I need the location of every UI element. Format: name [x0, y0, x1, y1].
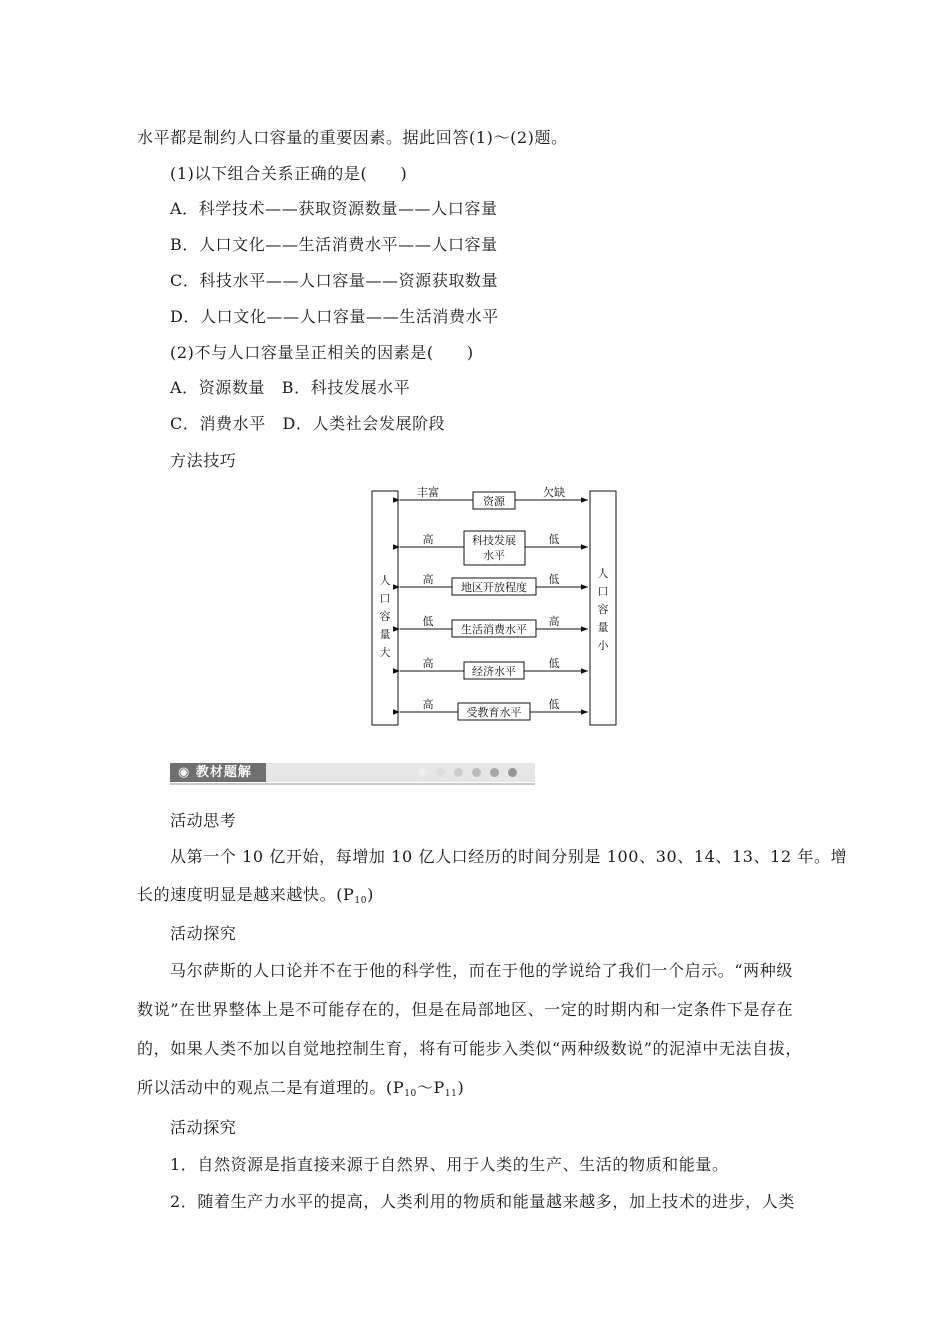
- factor-label: 经济水平: [472, 665, 516, 678]
- right-box-char: 人: [597, 567, 609, 580]
- decorative-dot-icon: [418, 768, 427, 777]
- decorative-dot-icon: [472, 768, 481, 777]
- banner-underline: [170, 783, 535, 785]
- activity-2-line-2: 数说”在世界整体上是不可能存在的，但是在局部地区、一定的时期内和一定条件下是存在: [137, 1000, 794, 1019]
- population-capacity-diagram: [368, 485, 620, 730]
- left-box-char: 人: [379, 574, 391, 587]
- left-box-char: 容: [379, 610, 391, 623]
- question-2-options-row-2: C．消费水平 D．人类社会发展阶段: [170, 414, 446, 433]
- row-2-left-label: 高: [422, 533, 434, 546]
- row-5-left-label: 高: [422, 657, 434, 670]
- method-heading: 方法技巧: [170, 451, 237, 470]
- right-box-char: 口: [597, 585, 609, 598]
- activity-2-line-1: 马尔萨斯的人口论并不在于他的科学性，而在于他的学说给了我们一个启示。“两种级: [170, 961, 793, 980]
- row-4-left-label: 低: [422, 615, 434, 628]
- question-1-option-d: D．人口文化——人口容量——生活消费水平: [170, 307, 499, 326]
- left-box-char: 口: [379, 592, 391, 605]
- left-box-char: 量: [379, 628, 391, 641]
- activity-1-heading: 活动思考: [170, 811, 237, 830]
- activity-2-line-3: 的，如果人类不加以自觉地控制生育，将有可能步入类似“两种级数说”的泥淖中无法自拔，: [137, 1039, 802, 1058]
- right-box-char: 量: [597, 621, 609, 634]
- factor-label: 受教育水平: [466, 706, 522, 719]
- row-2-right-label: 低: [548, 533, 560, 546]
- decorative-dot-icon: [454, 768, 463, 777]
- factor-label: 水平: [483, 549, 505, 562]
- circle-dot-icon: ◉: [178, 765, 191, 780]
- question-2-options-row-1: A．资源数量 B．科技发展水平: [170, 378, 411, 397]
- row-6-left-label: 高: [422, 698, 434, 711]
- decorative-dot-icon: [436, 768, 445, 777]
- row-1-left-label: 丰富: [417, 486, 439, 499]
- banner-title: [178, 764, 252, 781]
- section-banner: [170, 763, 535, 787]
- banner-title-text: 教材题解: [195, 765, 252, 780]
- activity-1-line-2: [137, 885, 374, 911]
- activity-2-line-4: [137, 1078, 464, 1104]
- question-2-stem: (2)不与人口容量呈正相关的因素是( ): [170, 343, 474, 362]
- left-box-char: 大: [379, 646, 391, 659]
- activity-1-line-2-end: ): [367, 885, 374, 904]
- right-box-char: 容: [597, 603, 609, 616]
- factor-label: 资源: [483, 495, 505, 508]
- row-4-right-label: 高: [548, 615, 560, 628]
- activity-2-heading: 活动探究: [170, 924, 237, 943]
- question-1-option-a: A．科学技术——获取资源数量——人口容量: [170, 199, 498, 218]
- left-box-population-large: [372, 491, 398, 725]
- activity-3-heading: 活动探究: [170, 1118, 237, 1137]
- factor-label: 地区开放程度: [461, 581, 527, 594]
- banner-light-segment: [266, 763, 535, 782]
- activity-3-line-2: 2．随着生产力水平的提高，人类利用的物质和能量越来越多，加上技术的进步，人类: [170, 1192, 795, 1211]
- activity-2-line-4-mid: ～P: [416, 1078, 445, 1097]
- intro-line: 水平都是制约人口容量的重要因素。据此回答(1)～(2)题。: [137, 128, 568, 147]
- row-3-left-label: 高: [422, 573, 434, 586]
- page-ref-subscript: 10: [404, 1089, 417, 1099]
- row-1-right-label: 欠缺: [543, 486, 565, 499]
- row-3-right-label: 低: [548, 573, 560, 586]
- question-1-option-c: C．科技水平——人口容量——资源获取数量: [170, 271, 499, 290]
- row-6-right-label: 低: [548, 698, 560, 711]
- row-5-right-label: 低: [548, 657, 560, 670]
- decorative-dot-icon: [508, 768, 517, 777]
- activity-2-line-4-end: ): [457, 1078, 465, 1097]
- activity-1-line-2-text: 长的速度明显是越来越快。(P: [137, 885, 355, 904]
- banner-dark-segment: [170, 763, 266, 782]
- activity-2-line-4-text: 所以活动中的观点二是有道理的。(P: [137, 1078, 405, 1097]
- activity-3-line-1: 1．自然资源是指直接来源于自然界、用于人类的生产、生活的物质和能量。: [170, 1155, 729, 1174]
- factor-label: 生活消费水平: [461, 623, 527, 636]
- question-1-option-b: B．人口文化——生活消费水平——人口容量: [170, 235, 498, 254]
- right-box-char: 小: [597, 639, 609, 652]
- page-ref-subscript: 11: [444, 1089, 458, 1099]
- decorative-dot-icon: [490, 768, 499, 777]
- page-ref-subscript: 10: [354, 896, 368, 906]
- question-1-stem: (1)以下组合关系正确的是( ): [170, 164, 408, 183]
- factor-label: 科技发展: [472, 534, 516, 547]
- activity-1-line-1: 从第一个 10 亿开始，每增加 10 亿人口经历的时间分别是 100、30、14、13、12 年。增: [170, 847, 848, 866]
